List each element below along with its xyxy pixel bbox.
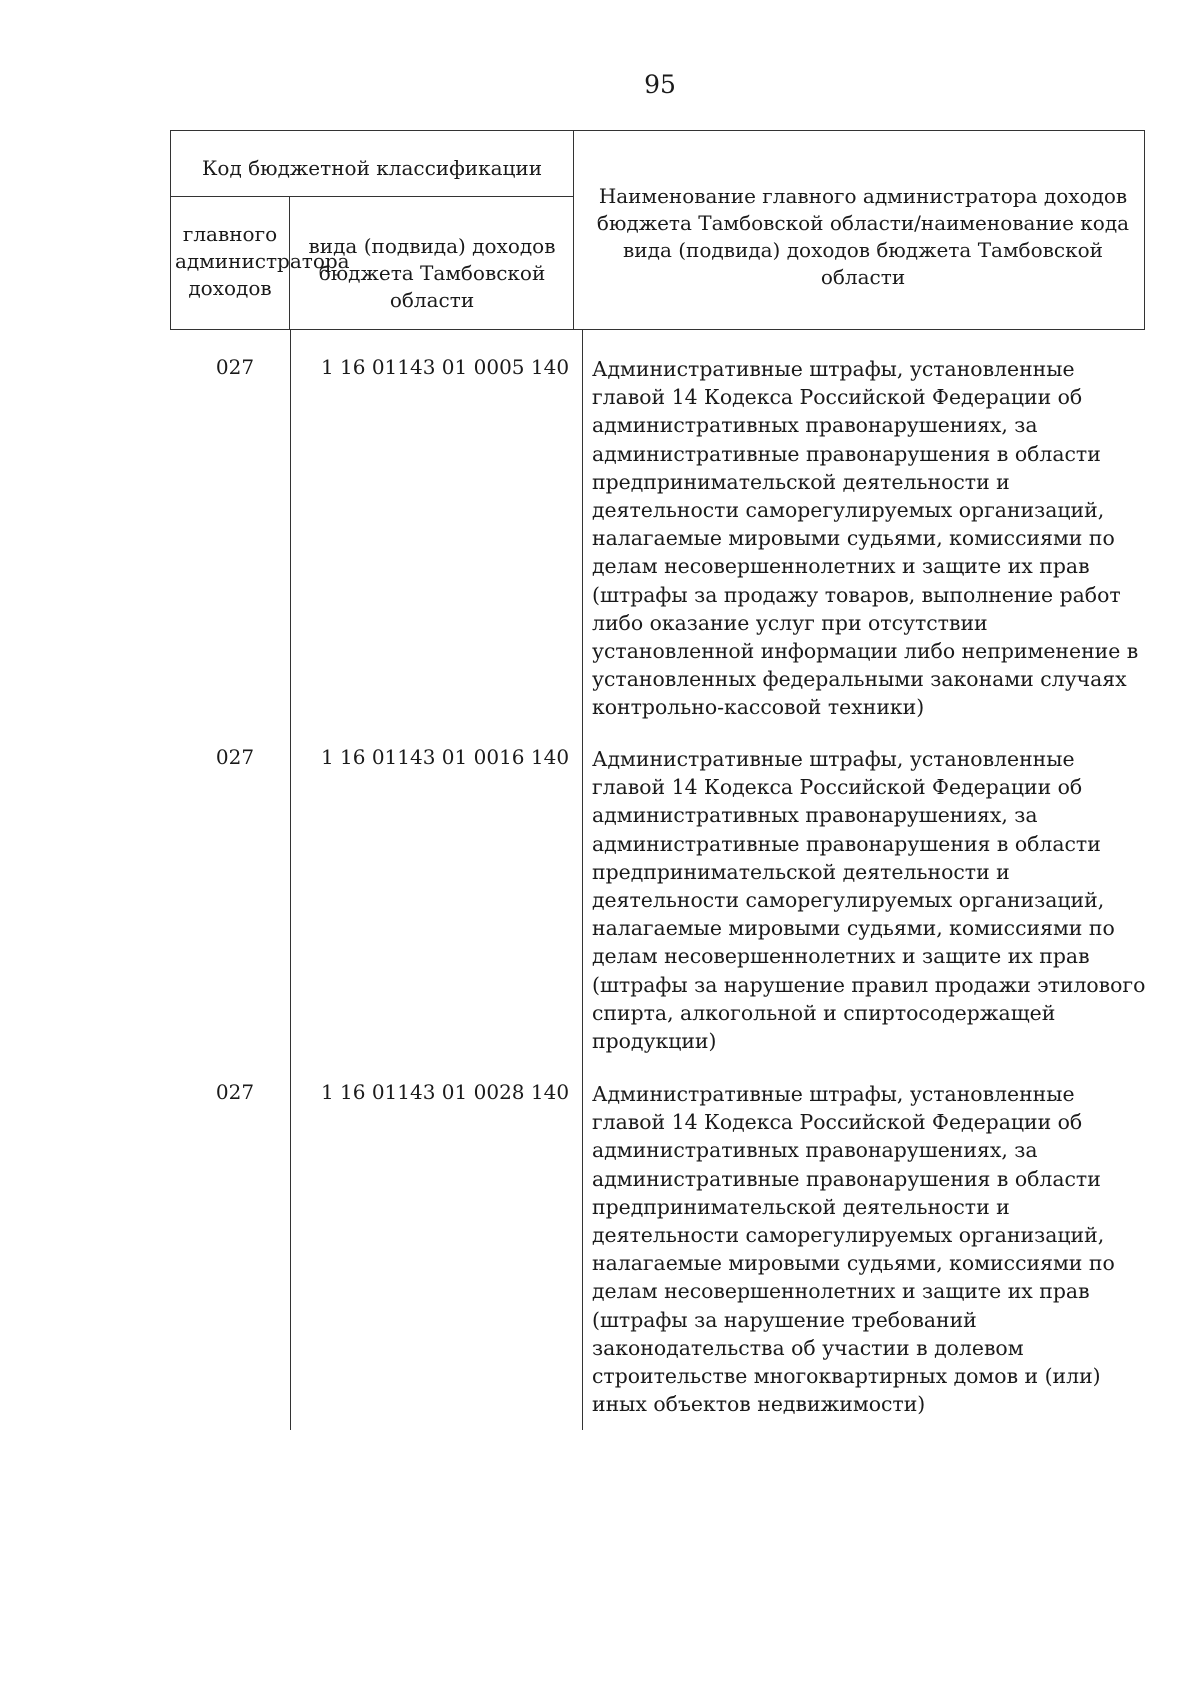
description-line: делам несовершеннолетних и защите их прав	[592, 944, 1090, 969]
description-line: законодательства об участии в долевом	[592, 1335, 1024, 1360]
description-line: Административные штрафы, установленные	[592, 357, 1075, 381]
description-line: установленной информации либо неприменение в	[592, 639, 1139, 664]
description-line: налагаемые мировыми судьями, комиссиями по	[592, 1251, 1115, 1276]
description-line: административных правонарушениях, за	[592, 1138, 1038, 1163]
row-income-code: 1 16 01143 01 0005 140	[320, 355, 570, 379]
description-line: (штрафы за нарушение правил продажи этилового	[592, 972, 1146, 997]
row-description	[592, 355, 1152, 722]
description-line: административные правонарушения в области	[592, 441, 1101, 466]
column-admin-header: главного администратора доходов	[175, 222, 350, 300]
description-line: налагаемые мировыми судьями, комиссиями по	[592, 526, 1115, 551]
body-divider-code	[582, 330, 583, 1430]
description-line: налагаемые мировыми судьями, комиссиями по	[592, 916, 1115, 941]
row-admin-code: 027	[215, 355, 255, 379]
description-line: главой 14 Кодекса Российской Федерации об	[592, 775, 1083, 800]
description-line: административных правонарушениях, за	[592, 803, 1038, 828]
column-name-header: Наименование главного администратора доходов бюджета Тамбовской области/наименование кода вида (подвида) доходов бюджета Тамбовской области	[596, 184, 1130, 289]
kbk-title: Код бюджетной классификации	[201, 156, 543, 180]
description-line: административные правонарушения в области	[592, 831, 1101, 856]
row-description	[592, 745, 1152, 1055]
description-line: строительстве многоквартирных домов и (или)	[592, 1364, 1101, 1389]
header-divider-main	[573, 131, 574, 329]
row-admin-code: 027	[215, 1080, 255, 1104]
description-line: Административные штрафы, установленные	[592, 747, 1075, 771]
description-line: (штрафы за нарушение требований	[592, 1307, 977, 1332]
page-number: 95	[644, 70, 676, 99]
description-line: деятельности саморегулируемых организаций,	[592, 498, 1105, 523]
description-line: деятельности саморегулируемых организаций,	[592, 888, 1105, 913]
description-line: административные правонарушения в области	[592, 1166, 1101, 1191]
description-line: деятельности саморегулируемых организаций,	[592, 1223, 1105, 1248]
description-line: контрольно-кассовой техники)	[592, 695, 925, 720]
body-divider-admin	[290, 330, 291, 1430]
column-vid-header: вида (подвида) доходов бюджета Тамбовской области	[308, 234, 556, 312]
description-line: главой 14 Кодекса Российской Федерации об	[592, 1110, 1083, 1135]
description-line: делам несовершеннолетних и защите их прав	[592, 1279, 1090, 1304]
header-divider-kbk	[171, 196, 573, 197]
description-line: установленных федеральными законами случаях	[592, 667, 1127, 692]
description-line: иных объектов недвижимости)	[592, 1392, 926, 1417]
description-line: административных правонарушениях, за	[592, 413, 1038, 438]
row-admin-code: 027	[215, 745, 255, 769]
row-income-code: 1 16 01143 01 0028 140	[320, 1080, 570, 1104]
description-line: предпринимательской деятельности и	[592, 859, 1010, 884]
row-description	[592, 1080, 1152, 1418]
description-line: (штрафы за продажу товаров, выполнение работ	[592, 582, 1121, 607]
description-line: продукции)	[592, 1029, 717, 1054]
description-line: предпринимательской деятельности и	[592, 1194, 1010, 1219]
description-line: главой 14 Кодекса Российской Федерации об	[592, 385, 1083, 410]
row-income-code: 1 16 01143 01 0016 140	[320, 745, 570, 769]
description-line: предпринимательской деятельности и	[592, 469, 1010, 494]
description-line: Административные штрафы, установленные	[592, 1082, 1075, 1106]
table-header	[170, 130, 1145, 330]
description-line: либо оказание услуг при отсутствии	[592, 610, 988, 635]
description-line: спирта, алкогольной и спиртосодержащей	[592, 1000, 1056, 1025]
description-line: делам несовершеннолетних и защите их прав	[592, 554, 1090, 579]
